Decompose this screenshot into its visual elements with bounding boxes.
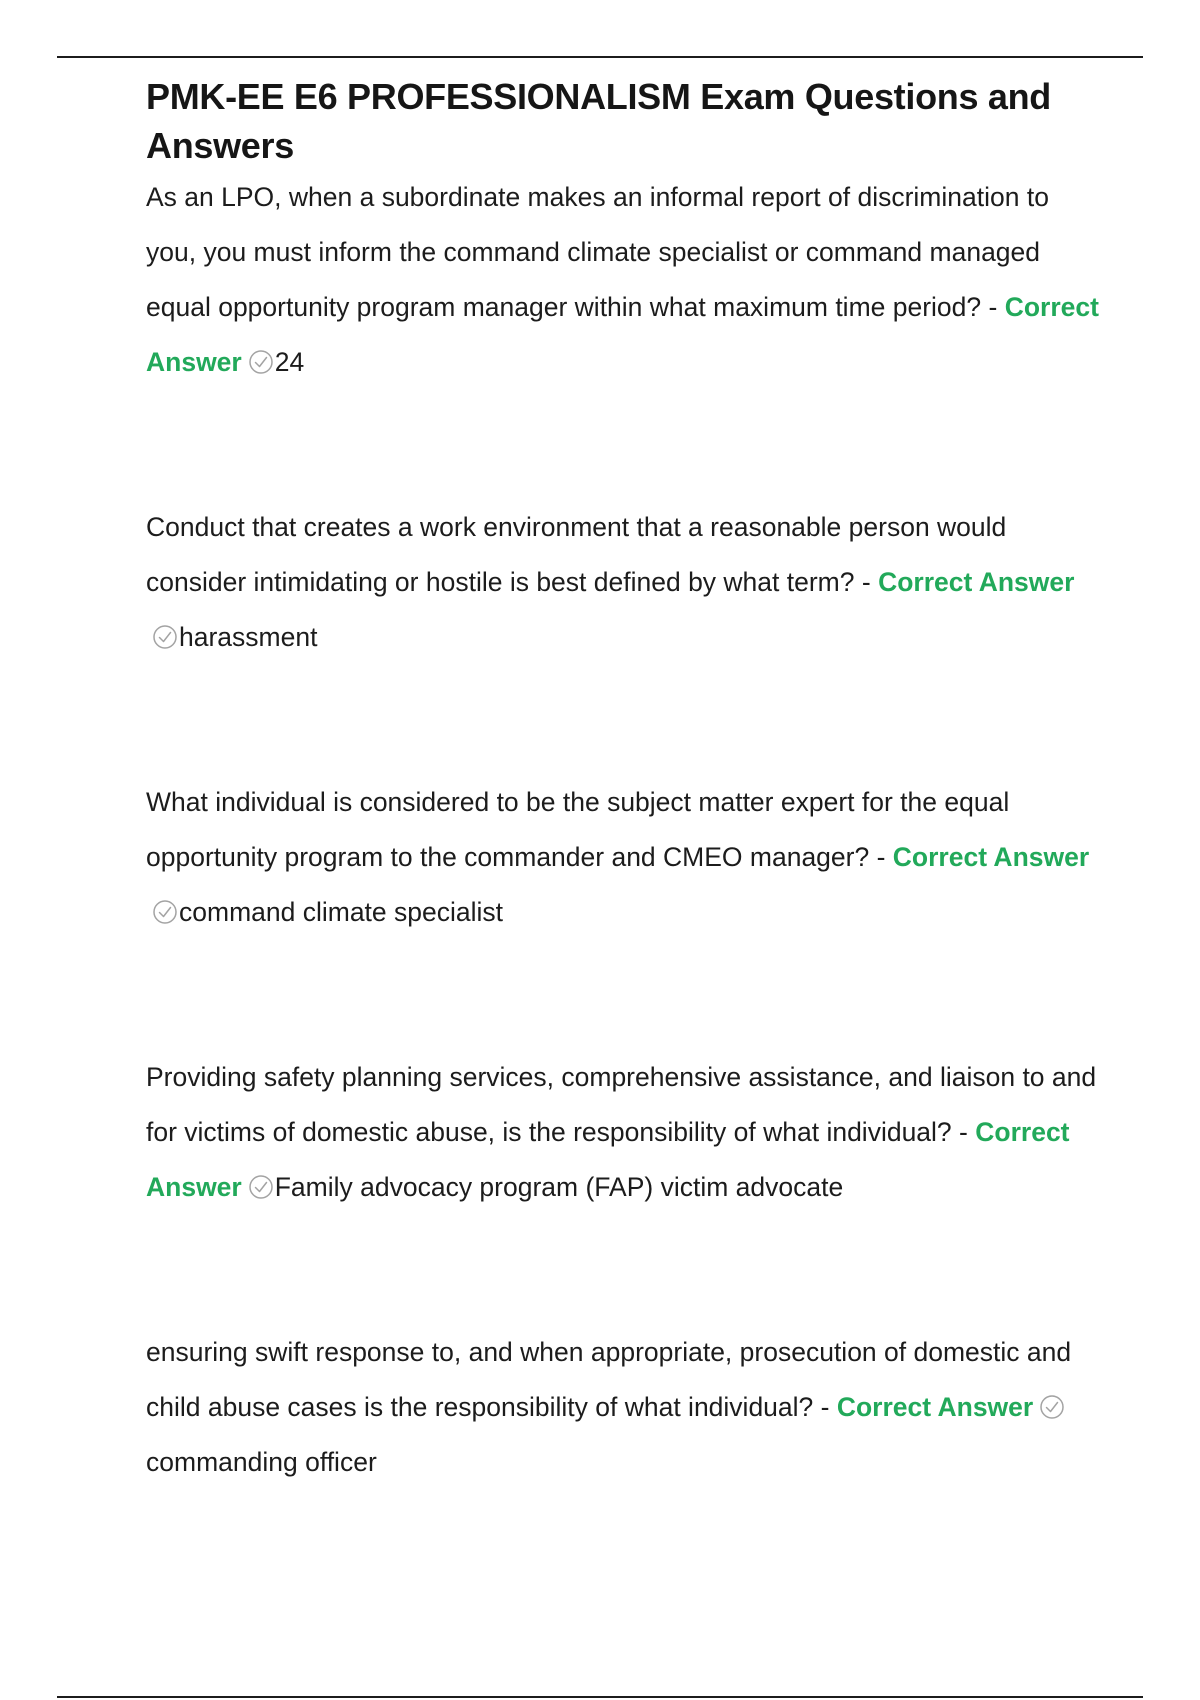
bottom-rule [57, 1696, 1143, 1698]
qa-item-3 [146, 775, 1106, 940]
question-text: ensuring swift response to, and when appropriate, prosecution of domestic and child abuse cases is the responsibility of what individual? [146, 1337, 1072, 1422]
check-circle-icon [248, 349, 274, 375]
question-text: Providing safety planning services, comprehensive assistance, and liaison to and for victims of domestic abuse, is the responsibility of what individual? [146, 1062, 1097, 1147]
check-circle-icon [248, 1174, 274, 1200]
qa-item-2 [146, 500, 1106, 665]
correct-answer-label: Correct Answer [146, 1117, 1070, 1202]
correct-answer-label: Correct Answer [146, 292, 1099, 377]
question-text: Conduct that creates a work environment that a reasonable person would consider intimidating or hostile is best defined by what term? [146, 512, 1007, 597]
answer-text: Family advocacy program (FAP) victim advocate [274, 1172, 844, 1202]
qa-item-1 [146, 170, 1106, 390]
question-text: As an LPO, when a subordinate makes an informal report of discrimination to you, you must inform the command climate specialist or command managed equal opportunity program manager within what maximum time period? [146, 182, 1049, 322]
check-circle-icon [152, 624, 178, 650]
answer-text: 24 [274, 347, 305, 377]
separator: - [869, 842, 893, 872]
qa-item-5 [146, 1325, 1106, 1490]
correct-answer-label: Correct Answer [878, 567, 1075, 597]
qa-item-4 [146, 1050, 1106, 1215]
separator: - [854, 567, 879, 597]
separator: - [813, 1392, 837, 1422]
separator: - [981, 292, 1005, 322]
check-circle-icon [1039, 1394, 1065, 1420]
answer-text: command climate specialist [179, 897, 504, 927]
document-body [146, 72, 1106, 1490]
check-circle-icon [152, 899, 178, 925]
correct-answer-label: Correct Answer [836, 1392, 1034, 1422]
separator: - [951, 1117, 976, 1147]
top-rule [57, 56, 1143, 58]
answer-text: commanding officer [146, 1447, 377, 1477]
page-title: PMK-EE E6 PROFESSIONALISM Exam Questions and Answers [146, 76, 1051, 166]
answer-text: harassment [179, 622, 318, 652]
correct-answer-label: Correct Answer [892, 842, 1090, 872]
question-text: What individual is considered to be the subject matter expert for the equal opportunity program to the commander and CMEO manager? [146, 787, 1010, 872]
